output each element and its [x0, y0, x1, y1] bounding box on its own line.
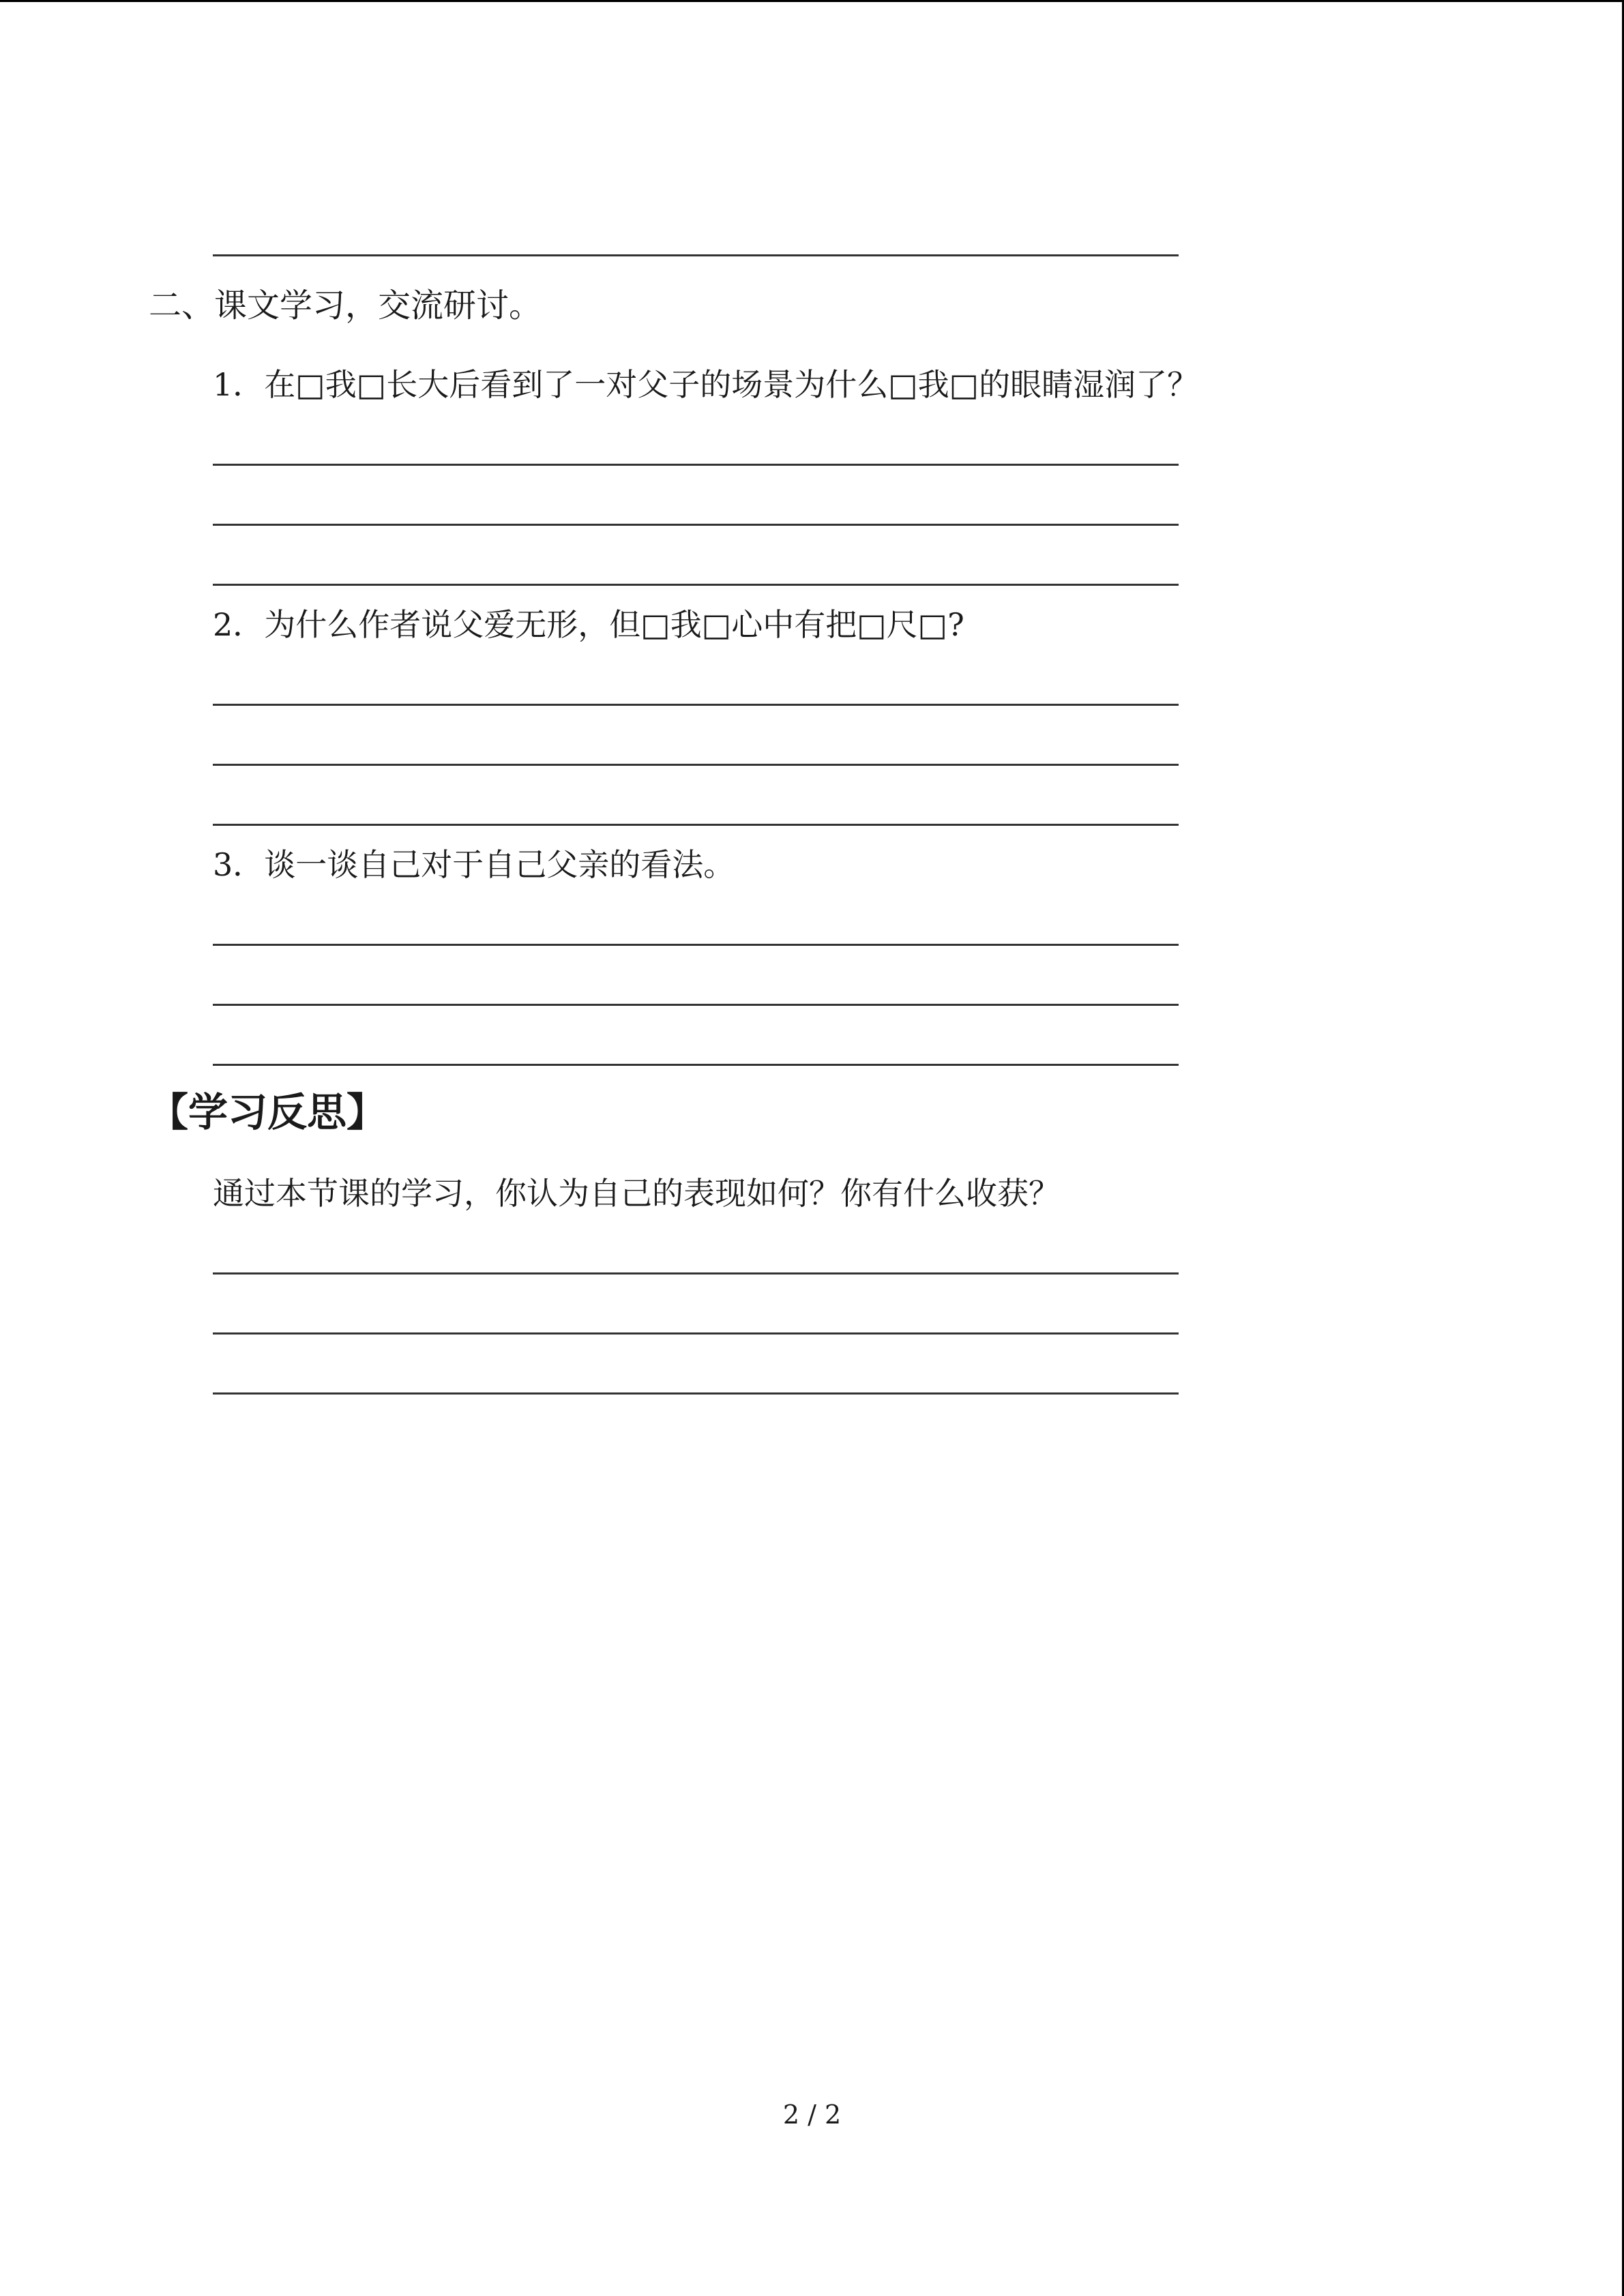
page-number: 2 / 2	[782, 2100, 842, 2130]
answer-line	[213, 464, 1179, 466]
reflection-prompt: 通过本节课的学习，你认为自己的表现如何？你有什么收获？	[213, 1175, 1060, 1212]
answer-line	[213, 524, 1179, 526]
answer-line	[213, 1064, 1179, 1066]
question-3: 3．谈一谈自己对于自己父亲的看法。	[213, 846, 735, 883]
answer-line	[213, 1272, 1179, 1274]
answer-line	[213, 944, 1179, 946]
reflection-heading: 【学习反思】	[149, 1089, 387, 1135]
answer-line	[213, 764, 1179, 766]
page-top-border	[0, 0, 1624, 2]
question-1: 1．在□我□长大后看到了一对父子的场景为什么□我□的眼睛湿润了？	[213, 366, 1199, 403]
answer-line	[213, 584, 1179, 586]
answer-line	[213, 1004, 1179, 1006]
answer-line	[213, 824, 1179, 826]
answer-line	[213, 704, 1179, 706]
answer-line	[213, 1332, 1179, 1335]
answer-line	[213, 254, 1179, 256]
answer-line	[213, 1392, 1179, 1395]
section-title: 二、课文学习，交流研讨。	[149, 286, 542, 325]
question-2: 2．为什么作者说父爱无形，但□我□心中有把□尺□?	[213, 606, 964, 643]
